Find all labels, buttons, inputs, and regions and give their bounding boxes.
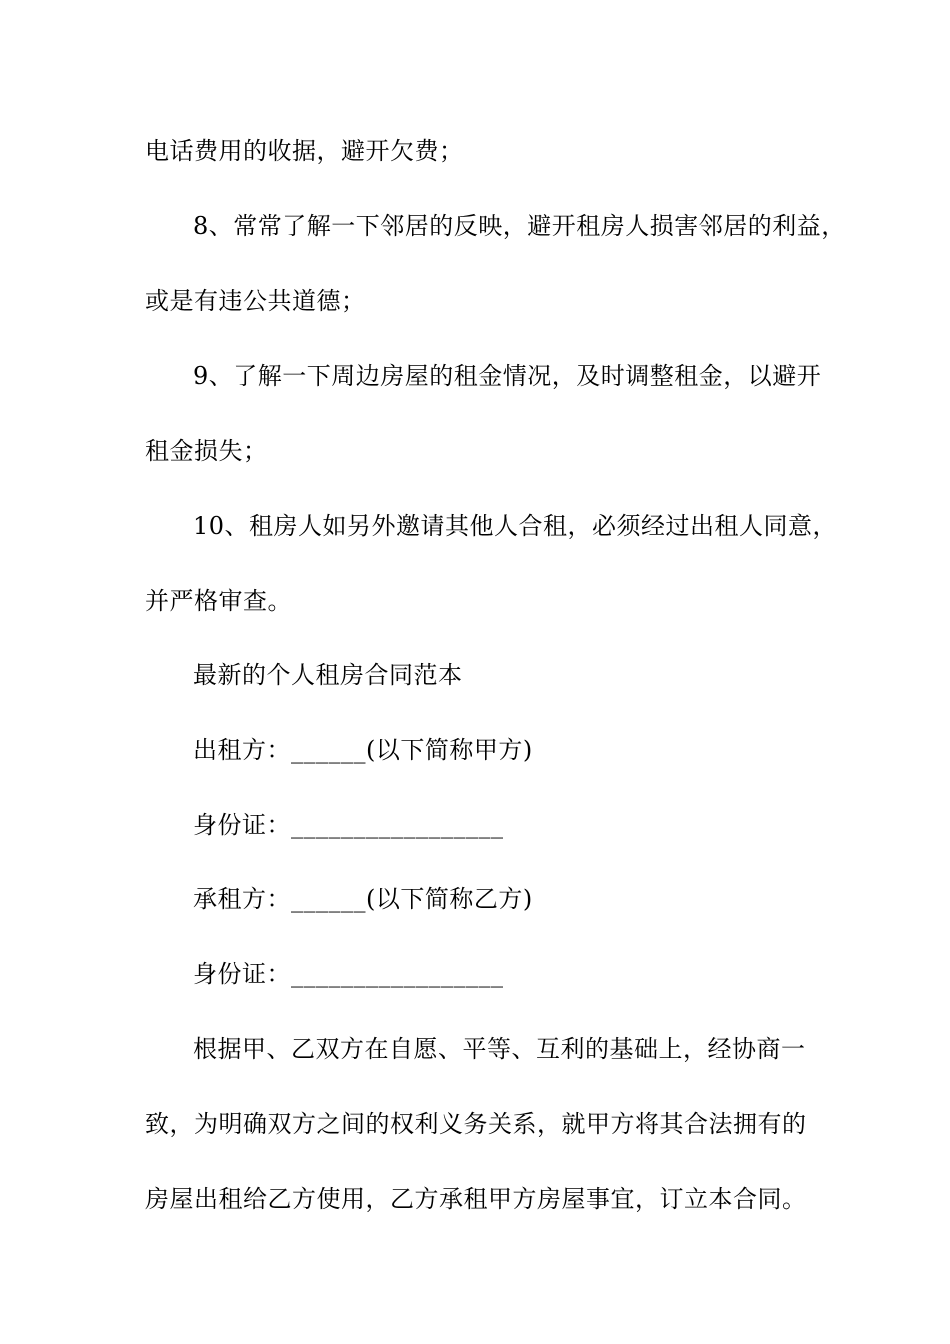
paragraph-line: 房屋出租给乙方使用，乙方承租甲方房屋事宜，订立本合同。 [145, 1185, 807, 1213]
lessee-id-field: 身份证：_________________ [193, 960, 504, 988]
lessor-field: 出租方：______(以下简称甲方) [193, 736, 533, 764]
paragraph-line: 8、常常了解一下邻居的反映，避开租房人损害邻居的利益， [193, 212, 846, 240]
lessee-field: 承租方：______(以下简称乙方) [193, 885, 533, 913]
paragraph-line: 电话费用的收据，避开欠费； [145, 137, 464, 165]
paragraph-line: 9、了解一下周边房屋的租金情况，及时调整租金，以避开 [193, 362, 822, 390]
paragraph-line: 或是有违公共道德； [145, 287, 366, 315]
paragraph-line: 根据甲、乙双方在自愿、平等、互利的基础上，经协商一 [193, 1035, 806, 1063]
paragraph-line: 并严格审查。 [145, 587, 292, 615]
paragraph-line: 10、租房人如另外邀请其他人合租，必须经过出租人同意， [193, 512, 838, 540]
paragraph-line: 租金损失； [145, 437, 268, 465]
lessor-id-field: 身份证：_________________ [193, 811, 504, 839]
paragraph-line: 致，为明确双方之间的权利义务关系，就甲方将其合法拥有的 [145, 1110, 807, 1138]
section-title: 最新的个人租房合同范本 [193, 661, 463, 689]
